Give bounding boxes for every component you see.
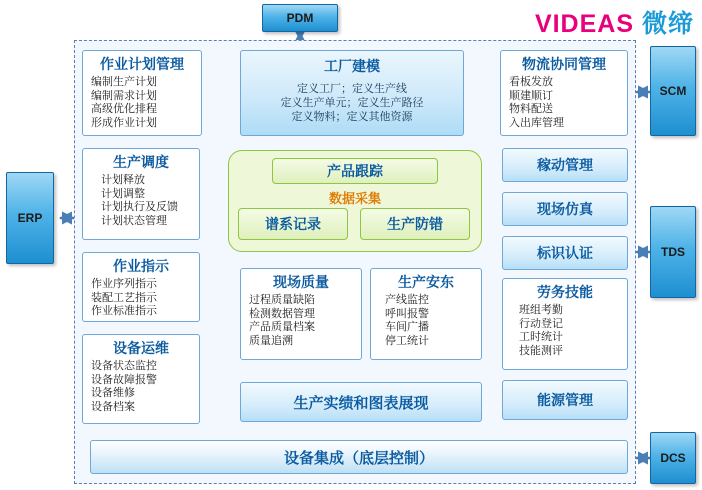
card-logistics-title: 物流协同管理 bbox=[522, 56, 606, 72]
card-factory-model[interactable] bbox=[240, 50, 464, 136]
card-scheduling-lines bbox=[83, 172, 199, 230]
card-andon-line-4: 停工统计 bbox=[385, 334, 429, 347]
center-product-tracking[interactable] bbox=[272, 158, 438, 184]
card-andon-lines bbox=[371, 292, 481, 350]
card-quality-line-1: 过程质量缺陷 bbox=[249, 294, 315, 306]
card-performance-title: 生产实绩和图表展现 bbox=[293, 394, 429, 412]
center-error-proofing-label: 生产防错 bbox=[387, 216, 443, 232]
card-quality-line-2: 检测数据管理 bbox=[249, 307, 315, 320]
card-scheduling-line-2: 计划调整 bbox=[101, 187, 145, 200]
card-integration[interactable] bbox=[90, 440, 628, 474]
card-andon-line-2: 呼叫报警 bbox=[385, 307, 429, 320]
card-oee[interactable] bbox=[502, 148, 628, 182]
card-scheduling-line-3: 计划执行及反馈 bbox=[101, 201, 178, 213]
card-plan-lines bbox=[83, 74, 201, 132]
center-error-proofing[interactable] bbox=[360, 208, 470, 240]
card-quality-line-4: 质量追溯 bbox=[249, 334, 293, 347]
card-simulation[interactable] bbox=[502, 192, 628, 226]
card-equipment-lines bbox=[83, 358, 199, 416]
card-quality-line-3: 产品质量档案 bbox=[249, 321, 315, 333]
card-performance[interactable] bbox=[240, 382, 482, 422]
external-node-dcs[interactable] bbox=[650, 432, 696, 484]
card-work-instruction-line-2: 装配工艺指示 bbox=[91, 291, 157, 304]
card-andon[interactable] bbox=[370, 268, 482, 360]
card-factory-model-line-3: 定义物料；定义其他资源 bbox=[291, 111, 413, 123]
card-labor[interactable] bbox=[502, 278, 628, 370]
card-logistics-line-2: 顺建顺订 bbox=[509, 89, 553, 102]
center-data-acquisition bbox=[272, 188, 438, 204]
card-quality-title: 现场质量 bbox=[273, 274, 329, 290]
card-work-instruction-line-1: 作业序列指示 bbox=[91, 278, 157, 290]
card-work-instruction-line-3: 作业标准指示 bbox=[91, 305, 157, 317]
card-plan-line-4: 形成作业计划 bbox=[91, 116, 157, 129]
card-plan[interactable] bbox=[82, 50, 202, 136]
card-andon-line-3: 车间广播 bbox=[385, 321, 429, 333]
card-energy[interactable] bbox=[502, 380, 628, 420]
card-work-instruction[interactable] bbox=[82, 252, 200, 322]
card-scheduling[interactable] bbox=[82, 148, 200, 240]
card-work-instruction-lines bbox=[83, 276, 199, 321]
external-node-pdm-label: PDM bbox=[286, 11, 314, 25]
card-identification[interactable] bbox=[502, 236, 628, 270]
card-logistics-lines bbox=[501, 74, 627, 132]
card-plan-line-3: 高级优化排程 bbox=[91, 103, 157, 115]
card-scheduling-line-1: 计划释放 bbox=[101, 174, 145, 186]
center-product-tracking-label: 产品跟踪 bbox=[327, 163, 383, 179]
card-logistics-line-4: 入出库管理 bbox=[509, 116, 564, 129]
card-identification-title: 标识认证 bbox=[537, 245, 593, 261]
card-scheduling-line-4: 计划状态管理 bbox=[101, 214, 167, 227]
card-plan-title: 作业计划管理 bbox=[100, 56, 184, 72]
card-equipment-line-3: 设备维修 bbox=[91, 387, 135, 399]
external-node-erp[interactable] bbox=[6, 172, 54, 264]
card-logistics[interactable] bbox=[500, 50, 628, 136]
card-equipment[interactable] bbox=[82, 334, 200, 424]
card-plan-line-1: 编制生产计划 bbox=[91, 76, 157, 88]
external-node-dcs-label: DCS bbox=[660, 451, 686, 465]
card-scheduling-title: 生产调度 bbox=[113, 154, 169, 170]
brand-cn: 微缔 bbox=[641, 10, 694, 38]
card-simulation-title: 现场仿真 bbox=[537, 201, 593, 217]
card-andon-title: 生产安东 bbox=[398, 274, 454, 290]
brand-latin: VIDEAS bbox=[534, 10, 635, 38]
card-factory-model-lines bbox=[241, 76, 463, 124]
card-quality[interactable] bbox=[240, 268, 362, 360]
external-node-tds-label: TDS bbox=[661, 245, 685, 259]
card-equipment-title: 设备运维 bbox=[113, 340, 169, 356]
card-logistics-line-3: 物料配送 bbox=[509, 103, 553, 115]
center-data-acquisition-label: 数据采集 bbox=[328, 191, 381, 206]
card-labor-title: 劳务技能 bbox=[537, 284, 593, 300]
external-node-pdm[interactable] bbox=[262, 4, 338, 32]
external-node-scm-label: SCM bbox=[659, 84, 687, 98]
card-integration-title: 设备集成（底层控制） bbox=[283, 449, 434, 467]
card-energy-title: 能源管理 bbox=[537, 392, 593, 408]
card-logistics-line-1: 看板发放 bbox=[509, 76, 553, 88]
card-labor-lines bbox=[503, 302, 627, 360]
card-oee-title: 稼动管理 bbox=[537, 157, 593, 173]
external-node-erp-label: ERP bbox=[17, 211, 43, 225]
card-andon-line-1: 产线监控 bbox=[385, 294, 429, 306]
card-labor-line-4: 技能测评 bbox=[519, 344, 563, 357]
card-factory-model-title: 工厂建模 bbox=[324, 58, 380, 74]
external-node-tds[interactable] bbox=[650, 206, 696, 298]
card-quality-lines bbox=[241, 292, 361, 350]
card-equipment-line-1: 设备状态监控 bbox=[91, 360, 157, 372]
card-equipment-line-4: 设备档案 bbox=[91, 400, 135, 413]
card-labor-line-2: 行动登记 bbox=[519, 317, 563, 330]
card-work-instruction-title: 作业指示 bbox=[113, 258, 169, 274]
center-pedigree[interactable] bbox=[238, 208, 348, 240]
center-pedigree-label: 谱系记录 bbox=[265, 216, 321, 232]
brand-logo bbox=[535, 4, 694, 40]
card-equipment-line-2: 设备故障报警 bbox=[91, 373, 157, 386]
card-labor-line-1: 班组考勤 bbox=[519, 304, 563, 316]
card-plan-line-2: 编制需求计划 bbox=[91, 89, 157, 102]
external-node-scm[interactable] bbox=[650, 46, 696, 136]
card-factory-model-line-2: 定义生产单元；定义生产路径 bbox=[280, 97, 424, 109]
card-labor-line-3: 工时统计 bbox=[519, 331, 563, 343]
card-factory-model-line-1: 定义工厂；定义生产线 bbox=[297, 83, 407, 95]
